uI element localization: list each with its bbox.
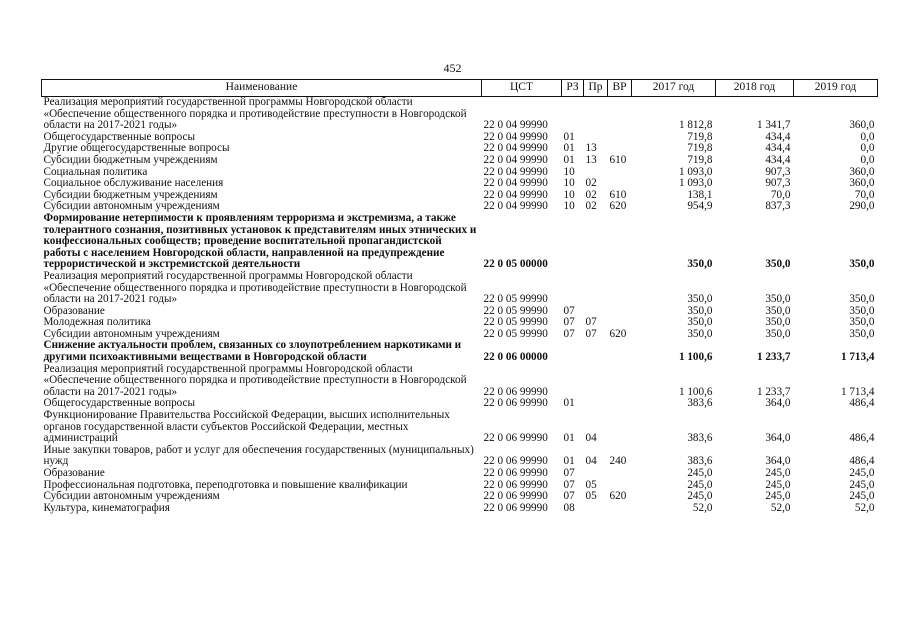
row-2017: 138,1 (687, 188, 713, 201)
budget-table (41, 79, 878, 514)
row-rz (562, 97, 584, 132)
table-row (42, 410, 878, 445)
row-2019: 245,0 (849, 467, 875, 479)
row-cst: 22 0 06 99990 (483, 455, 548, 468)
row-vr (608, 364, 632, 399)
row-name: Социальная политика (43, 165, 148, 178)
row-rz: 07 (563, 467, 575, 479)
row-vr (608, 306, 632, 318)
row-name: Субсидии автономным учреждениям (43, 327, 220, 340)
row-vr: 620 (609, 327, 627, 340)
row-2017: 1 100,6 (678, 385, 713, 398)
row-pr: 05 (585, 490, 597, 503)
row-2019: 350,0 (849, 258, 875, 271)
row-cst: 22 0 06 99990 (483, 467, 548, 479)
row-vr (608, 398, 632, 410)
row-pr: 02 (585, 177, 597, 190)
row-2019: 0,0 (860, 130, 875, 143)
row-rz: 10 (563, 177, 575, 190)
row-vr (608, 271, 632, 306)
row-2018: 1 233,7 (756, 385, 791, 398)
row-pr (584, 503, 608, 515)
row-2017: 350,0 (687, 293, 713, 306)
row-pr (584, 271, 608, 306)
row-2019: 360,0 (849, 165, 875, 178)
row-name: Снижение актуальности проблем, связанных со злоупотреблением наркотиками и другими психоактивными веществами в Новгородской области (43, 339, 462, 364)
row-cst: 22 0 04 99990 (483, 200, 548, 213)
row-rz: 01 (563, 455, 575, 468)
row-2017: 719,8 (687, 153, 713, 166)
row-name: Реализация мероприятий государственной программы Новгородской области «Обеспечение общественного порядка и противодействие преступности в Новгородской области на 2017-2021 годы» (43, 269, 467, 306)
row-2018: 364,0 (765, 455, 791, 468)
row-pr: 04 (585, 432, 597, 445)
row-2019: 245,0 (849, 490, 875, 503)
header-vr: ВР (608, 80, 632, 97)
table-body (42, 97, 878, 515)
row-vr (608, 410, 632, 445)
row-pr: 13 (585, 153, 597, 166)
row-2018: 364,0 (765, 397, 791, 410)
row-name: Культура, кинематография (43, 501, 170, 514)
row-rz (562, 340, 584, 363)
table-row (42, 271, 878, 306)
row-2017: 719,8 (687, 130, 713, 143)
row-rz: 10 (563, 200, 575, 213)
row-rz (562, 213, 584, 271)
table-row (42, 340, 878, 363)
row-2018: 907,3 (765, 177, 791, 190)
row-name: Молодежная политика (43, 316, 151, 329)
row-rz: 07 (563, 478, 575, 491)
row-pr: 13 (585, 142, 597, 155)
row-rz: 01 (563, 397, 575, 410)
row-name: Профессиональная подготовка, переподготовка и повышение квалификации (43, 478, 408, 491)
row-2017: 245,0 (687, 467, 713, 479)
row-2019: 360,0 (849, 177, 875, 190)
row-2018: 350,0 (765, 304, 791, 317)
row-cst: 22 0 06 99990 (483, 478, 548, 491)
row-name: Общегосударственные вопросы (43, 397, 196, 410)
table-row (42, 213, 878, 271)
table-row (42, 306, 878, 318)
table-row (42, 178, 878, 190)
row-2019: 486,4 (849, 455, 875, 468)
row-2018: 245,0 (765, 467, 791, 479)
row-2018: 350,0 (765, 258, 791, 271)
row-vr (608, 167, 632, 179)
row-vr: 620 (609, 200, 627, 213)
row-cst: 22 0 06 00000 (483, 351, 548, 364)
row-name: Субсидии автономным учреждениям (43, 490, 220, 503)
row-cst: 22 0 04 99990 (483, 177, 548, 190)
table-row (42, 364, 878, 399)
row-name: Формирование нетерпимости к проявлениям терроризма и экстремизма, а также толерантного сознания, позитивных установок к представителям иных этнических и конфессиональных сообществ; проведение воспитательной пропагандистской работы с населением Новгородской области, направленной на предупреждение террористической и экстремистской деятельности (43, 211, 477, 271)
row-2019: 350,0 (849, 327, 875, 340)
table-row (42, 503, 878, 515)
row-cst: 22 0 06 99990 (483, 397, 548, 410)
row-2018: 350,0 (765, 316, 791, 329)
row-rz: 01 (563, 142, 575, 155)
row-2019: 290,0 (849, 200, 875, 213)
row-cst: 22 0 04 99990 (483, 188, 548, 201)
row-pr (584, 340, 608, 363)
row-cst: 22 0 05 99990 (483, 293, 548, 306)
row-rz: 10 (563, 165, 575, 178)
row-2017: 1 100,6 (678, 351, 713, 364)
row-2017: 719,8 (687, 142, 713, 155)
row-2017: 383,6 (687, 455, 713, 468)
row-name: Образование (43, 467, 105, 479)
row-name: Субсидии бюджетным учреждениям (43, 188, 218, 201)
row-pr: 05 (585, 478, 597, 491)
row-2018: 350,0 (765, 327, 791, 340)
row-2019: 245,0 (849, 478, 875, 491)
header-pr: Пр (584, 80, 608, 97)
row-2017: 1 093,0 (678, 165, 713, 178)
row-2019: 70,0 (854, 188, 875, 201)
table-row (42, 97, 878, 132)
row-name: Социальное обслуживание населения (43, 177, 224, 190)
row-vr (608, 340, 632, 363)
row-name: Иные закупки товаров, работ и услуг для обеспечения государственных (муниципальных) нужд (43, 443, 474, 468)
row-2018: 245,0 (765, 478, 791, 491)
row-cst: 22 0 04 99990 (483, 119, 548, 132)
row-rz: 07 (563, 490, 575, 503)
row-cst: 22 0 05 99990 (483, 316, 548, 329)
header-2019: 2019 год (794, 80, 878, 97)
row-rz: 07 (563, 316, 575, 329)
row-2018: 1 341,7 (756, 119, 791, 132)
row-pr: 07 (585, 327, 597, 340)
row-vr: 240 (609, 455, 627, 468)
row-name: Реализация мероприятий государственной программы Новгородской области «Обеспечение общественного порядка и противодействие преступности в Новгородской области на 2017-2021 годы» (43, 362, 467, 398)
header-2017: 2017 год (632, 80, 716, 97)
row-pr (584, 468, 608, 480)
row-2019: 360,0 (849, 119, 875, 132)
row-pr (584, 213, 608, 271)
row-vr: 620 (609, 490, 627, 503)
row-2018: 434,4 (765, 142, 791, 155)
row-2018: 1 233,7 (756, 351, 791, 364)
row-2017: 350,0 (687, 327, 713, 340)
row-2017: 383,6 (687, 397, 713, 410)
row-name: Реализация мероприятий государственной программы Новгородской области «Обеспечение общественного порядка и противодействие преступности в Новгородской области на 2017-2021 годы» (43, 96, 467, 132)
row-2019: 486,4 (849, 432, 875, 445)
row-rz: 08 (563, 501, 575, 514)
row-cst: 22 0 06 99990 (483, 501, 548, 514)
header-rz: РЗ (562, 80, 584, 97)
row-name: Функционирование Правительства Российской Федерации, высших исполнительных органов государственной власти субъектов Российской Федерации, местных администраций (43, 409, 450, 445)
row-vr: 610 (609, 188, 627, 201)
row-rz (562, 364, 584, 399)
row-pr: 04 (585, 455, 597, 468)
row-2019: 1 713,4 (840, 351, 875, 364)
header-name: Наименование (42, 80, 482, 97)
header-2018: 2018 год (716, 80, 794, 97)
row-cst: 22 0 05 99990 (483, 327, 548, 340)
row-2018: 434,4 (765, 153, 791, 166)
row-rz: 01 (563, 432, 575, 445)
row-2019: 0,0 (860, 153, 875, 166)
row-name: Образование (43, 304, 105, 317)
row-rz: 01 (563, 153, 575, 166)
row-2019: 0,0 (860, 142, 875, 155)
row-2019: 350,0 (849, 304, 875, 317)
table-header-row (42, 80, 878, 97)
row-name: Общегосударственные вопросы (43, 130, 196, 143)
row-vr: 610 (609, 153, 627, 166)
row-2017: 383,6 (687, 432, 713, 445)
row-2019: 1 713,4 (840, 385, 875, 398)
row-name: Другие общегосударственные вопросы (43, 142, 230, 155)
page-number: 452 (443, 61, 462, 75)
row-cst: 22 0 06 99990 (483, 385, 548, 398)
row-2018: 434,4 (765, 130, 791, 143)
row-2017: 350,0 (687, 258, 713, 271)
row-2018: 837,3 (765, 200, 791, 213)
row-rz: 07 (563, 304, 575, 317)
row-vr (608, 468, 632, 480)
row-rz: 07 (563, 327, 575, 340)
row-2017: 954,9 (687, 200, 713, 213)
row-vr (608, 213, 632, 271)
row-2018: 350,0 (765, 293, 791, 306)
row-2019: 52,0 (854, 501, 875, 514)
row-2019: 350,0 (849, 293, 875, 306)
row-cst: 22 0 05 99990 (483, 304, 548, 317)
row-vr (608, 503, 632, 515)
row-2017: 1 093,0 (678, 177, 713, 190)
row-vr (608, 178, 632, 190)
row-2017: 245,0 (687, 490, 713, 503)
row-vr (608, 132, 632, 144)
row-cst: 22 0 04 99990 (483, 130, 548, 143)
row-cst: 22 0 05 00000 (483, 258, 548, 271)
row-vr (608, 97, 632, 132)
row-2017: 350,0 (687, 316, 713, 329)
row-name: Субсидии бюджетным учреждениям (43, 153, 218, 166)
row-pr (584, 97, 608, 132)
row-pr: 07 (585, 316, 597, 329)
row-cst: 22 0 04 99990 (483, 142, 548, 155)
row-rz: 01 (563, 130, 575, 143)
row-pr (584, 364, 608, 399)
row-2019: 486,4 (849, 397, 875, 410)
row-cst: 22 0 06 99990 (483, 432, 548, 445)
row-2017: 245,0 (687, 478, 713, 491)
row-rz (562, 271, 584, 306)
table-row (42, 445, 878, 468)
row-cst: 22 0 04 99990 (483, 153, 548, 166)
row-2018: 907,3 (765, 165, 791, 178)
row-2018: 70,0 (770, 188, 791, 201)
row-2018: 364,0 (765, 432, 791, 445)
row-name: Субсидии автономным учреждениям (43, 200, 220, 213)
row-cst: 22 0 06 99990 (483, 490, 548, 503)
row-pr (584, 398, 608, 410)
header-cst: ЦСТ (482, 80, 562, 97)
table-row (42, 468, 878, 480)
row-2018: 245,0 (765, 490, 791, 503)
row-2019: 350,0 (849, 316, 875, 329)
row-2017: 1 812,8 (678, 119, 713, 132)
row-cst: 22 0 04 99990 (483, 165, 548, 178)
row-2017: 350,0 (687, 304, 713, 317)
table-row (42, 155, 878, 167)
row-pr: 02 (585, 200, 597, 213)
row-2018: 52,0 (770, 501, 791, 514)
row-rz: 10 (563, 188, 575, 201)
row-pr: 02 (585, 188, 597, 201)
row-2017: 52,0 (692, 501, 713, 514)
